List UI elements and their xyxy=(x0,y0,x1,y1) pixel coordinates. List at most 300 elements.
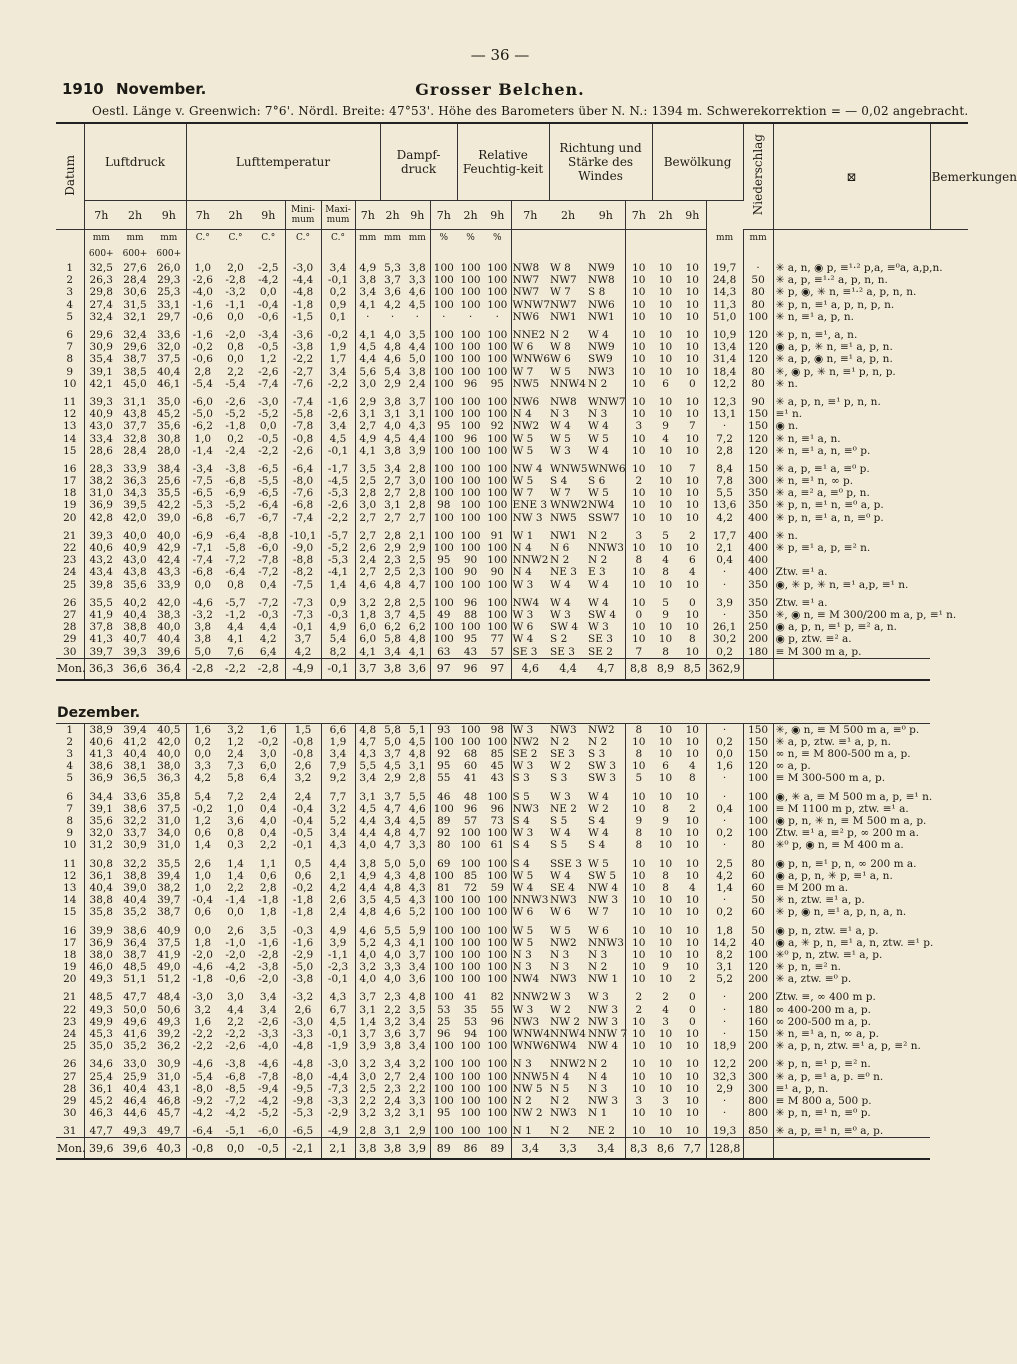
value-cell: -0,1 xyxy=(321,445,355,457)
value-cell: 2,2 xyxy=(227,1015,244,1028)
value-cell: 9,2 xyxy=(321,772,355,784)
value-cell: 100 xyxy=(484,609,511,621)
value-cell: 55 xyxy=(484,1004,511,1016)
value-cell: 90 xyxy=(463,566,478,579)
value-cell: -6,0 xyxy=(192,395,213,408)
value-cell: 10 xyxy=(679,366,706,378)
value-cell: 3,4 xyxy=(405,1040,430,1052)
value-cell: 10 xyxy=(679,341,706,353)
value-cell: -1,4 xyxy=(225,894,246,907)
wind-cell: N 6 xyxy=(550,542,570,555)
value-cell: 100 xyxy=(433,475,454,488)
value-cell: 88 xyxy=(463,608,478,621)
wind-cell: NW 3 xyxy=(587,1095,625,1107)
value-cell: 100 xyxy=(433,462,454,475)
value-cell: 8 xyxy=(662,869,669,882)
value-cell: 3,1 xyxy=(405,408,430,420)
value-cell: 10 xyxy=(658,857,673,870)
wind-cell: S 5 xyxy=(550,815,568,828)
value-cell: 10 xyxy=(658,341,673,354)
value-cell: 3,4 xyxy=(321,420,355,432)
value-cell: 23 xyxy=(56,554,84,566)
wind-cell: W 7 xyxy=(550,487,571,500)
value-cell: 10 xyxy=(679,906,706,918)
wind-cell: NW3 xyxy=(550,1107,577,1120)
value-cell: 100 xyxy=(460,1040,481,1053)
wind-cell: W 5 xyxy=(512,869,534,882)
value-cell: 400 xyxy=(743,512,773,524)
value-cell: -4,4 xyxy=(321,1071,355,1083)
value-cell: 4,8 xyxy=(405,870,430,882)
value-cell: 100 xyxy=(460,973,481,986)
value-cell: 8 xyxy=(56,353,84,365)
value-cell: 8,2 xyxy=(706,949,743,961)
value-cell: 10 xyxy=(632,274,646,287)
value-cell: 5,0 xyxy=(405,858,430,870)
value-cell: 100 xyxy=(433,395,454,408)
wind-cell: NW7 xyxy=(512,286,540,299)
value-cell: -5,4 xyxy=(192,377,213,390)
value-cell: 10 xyxy=(632,906,646,919)
value-cell: -2,9 xyxy=(285,949,321,961)
table-row xyxy=(56,487,968,499)
value-cell: 41,6 xyxy=(123,1028,147,1041)
value-cell: 39,8 xyxy=(89,578,113,591)
value-cell: 35,6 xyxy=(123,578,147,591)
value-cell: 1,2 xyxy=(227,735,244,748)
value-cell: 4,8 xyxy=(405,991,430,1003)
value-cell: 29,6 xyxy=(89,329,113,342)
value-cell: 10 xyxy=(632,1082,646,1095)
wind-cell: W 3 xyxy=(550,991,571,1004)
value-cell: 22 xyxy=(56,1004,84,1016)
value-cell: 38,8 xyxy=(89,894,113,907)
value-cell: 4,6 xyxy=(359,924,377,937)
value-cell: 3,4 xyxy=(384,815,401,828)
value-cell: 4 xyxy=(679,882,706,894)
value-cell: 5,0 xyxy=(384,735,401,748)
value-cell: 26,0 xyxy=(152,262,186,274)
value-cell: 36,1 xyxy=(89,1082,113,1095)
value-cell: 250 xyxy=(743,621,773,633)
remark-cell: Ztw. ≡¹ a, ≡² p, ∞ 200 m a. xyxy=(775,827,919,840)
value-cell: 10 xyxy=(658,511,673,524)
value-cell: 4,4 xyxy=(321,858,355,870)
value-cell: 10 xyxy=(658,353,673,366)
value-cell: 10 xyxy=(632,298,646,311)
value-cell: 49,7 xyxy=(152,1125,186,1138)
value-cell: 49,3 xyxy=(123,1125,147,1138)
value-cell: 10 xyxy=(632,948,646,961)
wind-cell: SE 3 xyxy=(550,645,575,658)
value-cell: 100 xyxy=(460,511,481,524)
value-cell: -2,6 xyxy=(252,366,285,378)
value-cell: 36,9 xyxy=(89,936,113,949)
value-cell: 5,0 xyxy=(194,645,212,658)
value-cell: -5,5 xyxy=(252,475,285,487)
value-cell: 0,0 xyxy=(227,310,244,323)
value-cell: 40,6 xyxy=(89,735,113,748)
value-cell: 10 xyxy=(658,274,673,287)
value-cell: 29 xyxy=(56,1095,84,1107)
value-cell: 0,8 xyxy=(227,578,244,591)
wind-cell: W 5 xyxy=(587,487,625,499)
remark-cell: ✳ n, ≡¹ a, n. xyxy=(775,432,841,445)
value-cell: 3,2 xyxy=(359,961,377,974)
remark-cell: ✳ p, n, ≡¹ n, ≡⁰ p. xyxy=(775,1107,871,1120)
value-cell: 7,2 xyxy=(227,790,244,803)
value-cell: 95 xyxy=(463,633,478,646)
value-cell: 8 xyxy=(635,839,643,852)
value-cell: 10 xyxy=(658,906,673,919)
value-cell: 4 xyxy=(56,760,84,772)
value-cell: 100 xyxy=(484,858,511,870)
value-cell: 2,9 xyxy=(359,395,377,408)
value-cell: 120 xyxy=(743,353,773,365)
value-cell: -6,5 xyxy=(192,487,213,500)
value-cell: 38,6 xyxy=(89,760,113,773)
value-cell: 92 xyxy=(484,420,511,432)
value-cell: 3,8 xyxy=(384,444,401,457)
wind-cell: N 2 xyxy=(587,554,625,566)
value-cell: 3,2 xyxy=(359,596,377,609)
value-cell: 100 xyxy=(433,529,454,542)
value-cell: 3,5 xyxy=(359,894,377,907)
remark-cell: ✳ a, p, ≡¹ a, p. ≡⁰ n. xyxy=(775,1070,884,1083)
value-cell: 49,3 xyxy=(152,1016,186,1028)
wind-cell: NE 3 xyxy=(550,566,577,579)
value-cell: 10 xyxy=(632,1125,646,1138)
value-cell: 350 xyxy=(743,609,773,621)
value-cell: 100 xyxy=(743,803,773,815)
value-cell: -4,9 xyxy=(285,658,321,680)
value-cell: 95 xyxy=(484,378,511,390)
value-cell: 2,8 xyxy=(194,365,212,378)
value-cell: 3 xyxy=(56,748,84,760)
value-cell: 0,0 xyxy=(252,286,285,298)
value-cell: 2,8 xyxy=(359,1125,377,1138)
value-cell: 10 xyxy=(632,329,646,342)
value-cell: 5,2 xyxy=(706,973,743,985)
value-cell: 100 xyxy=(484,1028,511,1040)
value-cell: 35 xyxy=(463,1003,478,1016)
value-cell: 5 xyxy=(662,529,669,542)
value-cell: 8,6 xyxy=(652,1138,679,1160)
wind-cell: N 3 xyxy=(550,408,570,421)
value-cell: 4,5 xyxy=(321,432,355,444)
value-cell: 8 xyxy=(662,802,669,815)
value-cell: 3,4 xyxy=(384,645,401,658)
wind-cell: W 4 xyxy=(587,791,625,803)
value-cell: 4,5 xyxy=(405,299,430,311)
wind-cell: W 2 xyxy=(587,803,625,815)
value-cell: -2,8 xyxy=(225,274,246,287)
wind-cell: N 3 xyxy=(587,1083,625,1095)
value-cell: 36,4 xyxy=(123,936,147,949)
value-cell: -8,5 xyxy=(225,1082,246,1095)
value-cell: -2,2 xyxy=(219,658,252,680)
value-cell: 3,4 xyxy=(405,961,430,973)
value-cell: 10 xyxy=(632,1058,646,1071)
value-cell: 0,9 xyxy=(321,299,355,311)
value-cell: 43,0 xyxy=(89,420,113,433)
value-cell: -4,2 xyxy=(252,1095,285,1107)
value-cell: 2,8 xyxy=(252,882,285,894)
remark-cell: ≡ M 300-500 m a, p. xyxy=(775,772,886,785)
wind-cell: W 3 xyxy=(550,444,571,457)
table-row xyxy=(56,579,968,591)
value-cell: 10,9 xyxy=(706,329,743,341)
value-cell: 2,4 xyxy=(285,791,321,803)
value-cell: 38,8 xyxy=(123,621,147,634)
wind-cell: NW9 xyxy=(587,341,625,353)
remark-cell: Ztw. ≡¹ a. xyxy=(775,596,828,609)
value-cell: 4,2 xyxy=(194,772,212,785)
value-cell: -1,8 xyxy=(285,299,321,311)
wind-cell: N 5 xyxy=(550,1082,570,1095)
table-row xyxy=(56,1040,968,1052)
wind-cell: 3,4 xyxy=(587,1138,625,1160)
value-cell: 10 xyxy=(658,839,673,852)
november-rows xyxy=(56,262,968,680)
value-cell: 37,5 xyxy=(152,803,186,815)
remark-cell: ✳ p, ◉, ✳ n, ≡¹·² a, p, n, n. xyxy=(775,286,917,299)
value-cell: -0,4 xyxy=(252,299,285,311)
table-row xyxy=(56,609,968,621)
value-cell: 100 xyxy=(460,298,481,311)
table-row xyxy=(56,858,968,870)
value-cell: 100 xyxy=(460,499,481,512)
remark-cell: ≡ M 1100 m p, ztw. ≡¹ a. xyxy=(775,802,909,815)
value-cell: 3,2 xyxy=(227,723,244,736)
value-cell: 5,3 xyxy=(384,262,401,275)
value-cell: 33,9 xyxy=(152,579,186,591)
value-cell: 350 xyxy=(743,579,773,591)
table-row xyxy=(56,566,968,578)
value-cell: -6,9 xyxy=(192,529,213,542)
value-cell: 2,6 xyxy=(227,924,244,937)
value-cell: 3,5 xyxy=(405,1004,430,1016)
value-cell: 3,8 xyxy=(384,395,401,408)
value-cell: -5,7 xyxy=(321,530,355,542)
wind-cell: SE 2 xyxy=(587,645,625,658)
value-cell: 6,6 xyxy=(321,723,355,736)
wind-cell: NW7 xyxy=(550,274,577,287)
value-cell: 32,1 xyxy=(123,310,147,323)
value-cell: 40,6 xyxy=(89,542,113,555)
wind-cell: SE 3 xyxy=(587,633,625,645)
value-cell: -7,2 xyxy=(252,566,285,578)
value-cell: 100 xyxy=(484,894,511,906)
remark-cell: ✳ n, ≡¹ a, p, n. xyxy=(775,310,854,323)
value-cell: 2 xyxy=(635,1003,643,1016)
value-cell: 10 xyxy=(632,542,646,555)
value-cell: 4 xyxy=(679,566,706,578)
wind-cell: NNE2 xyxy=(512,329,546,342)
value-cell: 1,1 xyxy=(252,858,285,870)
value-cell: 10 xyxy=(658,1028,673,1041)
value-cell: 1,0 xyxy=(227,802,244,815)
value-cell: 2,6 xyxy=(285,1004,321,1016)
wind-cell: NW2 xyxy=(550,936,577,949)
remark-cell xyxy=(773,658,930,680)
value-cell: 42,2 xyxy=(152,499,186,511)
value-cell: 3 xyxy=(662,1015,669,1028)
wind-cell: S 3 xyxy=(550,772,568,785)
value-cell: 4,1 xyxy=(359,329,377,342)
wind-cell: NW3 xyxy=(512,1015,540,1028)
wind-cell: W 4 xyxy=(512,633,534,646)
value-cell: 3,6 xyxy=(227,815,244,828)
value-cell: 150 xyxy=(743,723,773,736)
value-cell: 31 xyxy=(56,1125,84,1138)
value-cell: 35,5 xyxy=(89,596,113,609)
wind-cell: W 6 xyxy=(512,341,534,354)
col-feuchtigkeit: Relative Feuchtig-keit xyxy=(457,123,549,201)
table-row xyxy=(56,645,968,658)
value-cell: 6 xyxy=(662,760,669,773)
value-cell: 0 xyxy=(679,378,706,390)
value-cell: 0,0 xyxy=(194,748,212,761)
table-row xyxy=(56,882,968,894)
value-cell: 31,0 xyxy=(152,815,186,827)
value-cell: 4,5 xyxy=(384,894,401,907)
value-cell: 100 xyxy=(433,487,454,500)
wind-cell: N 3 xyxy=(587,949,625,961)
table-row xyxy=(56,262,968,274)
value-cell: 3,9 xyxy=(321,937,355,949)
col-lufttemperatur: Lufttemperatur xyxy=(186,123,380,201)
value-cell: 1,4 xyxy=(321,579,355,591)
value-cell: 4,8 xyxy=(359,723,377,736)
value-cell: 4,4 xyxy=(359,353,377,366)
value-cell: 40,3 xyxy=(152,1138,186,1160)
table-row xyxy=(56,329,968,341)
table-row xyxy=(56,633,968,645)
value-cell: 12 xyxy=(56,870,84,882)
value-cell: 100 xyxy=(433,444,454,457)
table-row xyxy=(56,736,968,748)
value-cell: -2,0 xyxy=(192,948,213,961)
value-cell: 7,7 xyxy=(679,1138,706,1160)
value-cell: 100 xyxy=(484,924,511,936)
value-cell: 45,3 xyxy=(89,1028,113,1041)
value-cell: 10 xyxy=(632,1107,646,1120)
value-cell: 8 xyxy=(635,827,643,840)
value-cell: 10 xyxy=(658,735,673,748)
value-cell: 42,1 xyxy=(89,377,113,390)
value-cell: 100 xyxy=(460,936,481,949)
value-cell: 10 xyxy=(632,1028,646,1041)
value-cell: 2,6 xyxy=(359,542,377,555)
value-cell: -0,8 xyxy=(285,432,321,444)
value-cell: 120 xyxy=(743,445,773,457)
table-row xyxy=(56,597,968,609)
value-cell: 100 xyxy=(484,1040,511,1052)
value-cell: 3,8 xyxy=(359,857,377,870)
value-cell: 86 xyxy=(457,1138,484,1160)
value-cell: 10 xyxy=(658,748,673,761)
value-cell: 2,8 xyxy=(405,463,430,475)
value-cell: 38,3 xyxy=(152,609,186,621)
value-cell: 800 xyxy=(743,1095,773,1107)
value-cell: 100 xyxy=(484,445,511,457)
wind-cell: WNW6 xyxy=(588,462,626,475)
value-cell: -4,2 xyxy=(252,274,285,286)
remark-cell: ✳ a, p, ztw. ≡¹ a, p, n. xyxy=(775,735,892,748)
value-cell: 3,2 xyxy=(384,1015,401,1028)
value-cell: 55 xyxy=(437,772,451,785)
wind-cell: W 3 xyxy=(512,1003,534,1016)
value-cell: 9 xyxy=(662,420,669,433)
value-cell: 10 xyxy=(679,791,706,803)
value-cell: 23 xyxy=(56,1016,84,1028)
value-cell: 19,7 xyxy=(706,262,743,274)
value-cell: 41,2 xyxy=(123,735,147,748)
wind-cell: NW3 xyxy=(550,894,577,907)
value-cell: -3,8 xyxy=(225,462,246,475)
value-cell: -2,4 xyxy=(225,444,246,457)
value-cell: 2,1 xyxy=(706,542,743,554)
wind-cell: W 5 xyxy=(512,432,534,445)
wind-cell: S 3 xyxy=(512,772,530,785)
value-cell: -3,8 xyxy=(252,961,285,973)
table-row xyxy=(56,961,968,973)
value-cell: 0,0 xyxy=(706,748,743,760)
value-cell: 5 xyxy=(56,311,84,323)
value-cell: 43,4 xyxy=(89,566,113,579)
value-cell: 5,4 xyxy=(321,633,355,645)
wind-cell: N 2 xyxy=(550,329,570,342)
value-cell: 5 xyxy=(662,596,669,609)
value-cell: 2,2 xyxy=(384,1003,401,1016)
value-cell: 32,4 xyxy=(89,310,113,323)
value-cell: 24 xyxy=(56,1028,84,1040)
value-cell: 8,2 xyxy=(321,645,355,658)
remark-cell: ✳ p, n, ≡¹ n, ≡⁰ a, p. xyxy=(775,499,884,512)
value-cell: 30,9 xyxy=(152,1058,186,1070)
value-cell: 100 xyxy=(484,487,511,499)
value-cell: -8,8 xyxy=(252,530,285,542)
value-cell: -4,6 xyxy=(192,596,213,609)
station-title: Grosser Belchen. xyxy=(415,80,585,99)
value-cell: 45,2 xyxy=(152,408,186,420)
wind-cell: SE 3 xyxy=(550,748,575,761)
value-cell: 40,7 xyxy=(123,633,147,646)
value-cell: 2,4 xyxy=(384,1094,401,1107)
value-cell: 2 xyxy=(56,274,84,286)
value-cell: · xyxy=(706,566,743,578)
value-cell: 7,7 xyxy=(321,791,355,803)
value-cell: -7,4 xyxy=(285,512,321,524)
value-cell: 2,5 xyxy=(405,597,430,609)
wind-cell: S 6 xyxy=(587,475,625,487)
value-cell: 10 xyxy=(679,815,706,827)
value-cell: 3,7 xyxy=(359,991,377,1004)
value-cell: 100 xyxy=(484,329,511,341)
value-cell: -10,1 xyxy=(285,530,321,542)
value-cell: 300 xyxy=(743,475,773,487)
value-cell: 100 xyxy=(484,961,511,973)
remark-cell: ✳ n. xyxy=(775,377,798,390)
wind-cell: N 2 xyxy=(550,554,570,567)
value-cell: 4,1 xyxy=(359,444,377,457)
value-cell: 39,1 xyxy=(89,365,113,378)
value-cell: 18,4 xyxy=(706,366,743,378)
value-cell: 4,4 xyxy=(405,432,430,444)
value-cell: · xyxy=(706,839,743,851)
value-cell: 6,4 xyxy=(252,772,285,784)
